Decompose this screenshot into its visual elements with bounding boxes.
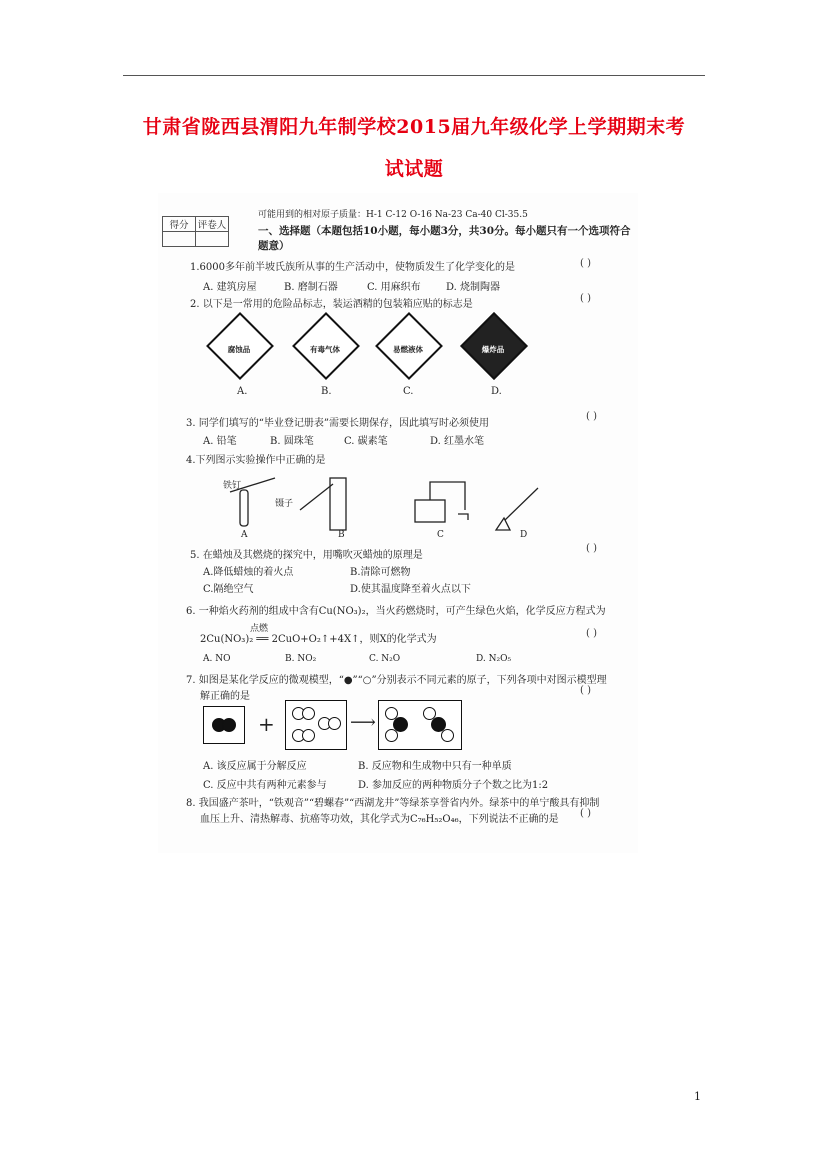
q7-stem: 7. 如图是某化学反应的微观模型，“●”“○”分别表示不同元素的原子，下列各项中对图示模型理 [186, 675, 607, 686]
q5-option-a: A.降低蜡烛的着火点 [203, 567, 294, 578]
q4-option-d: D [520, 530, 528, 540]
q2-option-a: A. [237, 386, 248, 397]
score-label: 得分 [163, 217, 196, 232]
q5-stem: 5. 在蜡烛及其燃烧的探究中，用嘴吹灭蜡烛的原理是 [190, 550, 423, 561]
q1-option-a: A. 建筑房屋 [203, 282, 257, 293]
q2-option-c: C. [403, 386, 414, 397]
q5-answer: ( ) [586, 543, 597, 554]
q7-answer: ( ) [580, 685, 591, 696]
q4-label-iron-nail: 铁钉 [223, 481, 242, 491]
q2-option-b: B. [321, 386, 332, 397]
q8-answer: ( ) [580, 808, 591, 819]
q8-stem: 8. 我国盛产茶叶，“铁观音”“碧螺春”“西湖龙井”等绿茶享誉省内外。绿茶中的单宁酸具有抑制 [186, 798, 600, 809]
q2-option-d: D. [491, 386, 502, 397]
q7-option-a: A. 该反应属于分解反应 [203, 761, 307, 772]
q3-option-b: B. 圆珠笔 [270, 436, 314, 447]
grader-label: 评卷人 [196, 217, 229, 232]
q2-answer: ( ) [580, 293, 591, 304]
score-table [162, 216, 229, 247]
q5-option-c: C.隔绝空气 [203, 584, 254, 595]
q1-stem: 1.6000多年前半坡氏族所从事的生产活动中，使物质发生了化学变化的是 [190, 262, 515, 273]
corrosive-sign: 腐蚀品 [204, 316, 274, 382]
q6-answer: ( ) [586, 628, 597, 639]
plus-icon: + [258, 712, 275, 736]
q7-stem-cont: 解正确的是 [200, 691, 250, 702]
q3-stem: 3. 同学们填写的“毕业登记册表”需要长期保存，因此填写时必须使用 [186, 418, 489, 429]
q4-option-a: A [241, 530, 248, 540]
q6-condition: 点燃 [250, 624, 269, 634]
q1-option-c: C. 用麻织布 [367, 282, 421, 293]
q1-answer: ( ) [580, 258, 591, 269]
q1-option-b: B. 磨制石器 [284, 282, 338, 293]
header-rule [123, 75, 705, 76]
q6-stem: 6. 一种焰火药剂的组成中含有Cu(NO₃)₂，当火药燃烧时，可产生绿色火焰，化学反应方程式为 [186, 606, 606, 617]
reactant-box-1 [203, 706, 245, 744]
q8-stem-cont: 血压上升、清热解毒、抗癌等功效，其化学式为C₇₆H₅₂O₄₆，下列说法不正确的是 [200, 814, 559, 825]
q3-option-c: C. 碳素笔 [344, 436, 388, 447]
q4-option-c: C [437, 530, 444, 540]
flammable-liquid-sign: 易燃液体 [373, 316, 443, 382]
q6-option-d: D. N₂O₅ [476, 654, 512, 664]
q3-option-a: A. 铅笔 [203, 436, 237, 447]
q6-option-a: A. NO [203, 654, 231, 664]
q4-stem: 4.下列图示实验操作中正确的是 [186, 455, 326, 466]
q2-stem: 2. 以下是一常用的危险品标志，装运酒精的包装箱应贴的标志是 [190, 299, 473, 310]
q5-option-d: D.使其温度降至着火点以下 [350, 584, 471, 595]
q6-option-b: B. NO₂ [285, 654, 317, 664]
arrow-right-icon: ⟶ [350, 712, 376, 733]
toxic-gas-sign: 有毒气体 [290, 316, 360, 382]
q7-option-d: D. 参加反应的两种物质分子个数之比为1:2 [358, 780, 549, 791]
q1-option-d: D. 烧制陶器 [446, 282, 501, 293]
q6-option-c: C. N₂O [369, 654, 401, 664]
q6-equation: 2Cu(NO₃)₂ ══ 2CuO+O₂↑+4X↑，则X的化学式为 [200, 634, 437, 645]
reactant-box-2 [285, 700, 347, 750]
document-title: 甘肃省陇西县渭阳九年制学校2015届九年级化学上学期期末考 [142, 116, 686, 138]
q3-option-d: D. 红墨水笔 [430, 436, 485, 447]
q4-label-tweezers: 镊子 [275, 499, 294, 509]
product-box [378, 700, 462, 750]
document-title-cont: 试试题 [384, 158, 444, 180]
page-number: 1 [694, 1090, 701, 1103]
explosive-sign: 爆炸品 [458, 316, 528, 382]
q4-apparatus-figure [200, 470, 570, 542]
q5-option-b: B.清除可燃物 [350, 567, 411, 578]
section1-heading-cont: 题意） [258, 240, 290, 252]
section1-heading: 一、选择题（本题包括10小题，每小题3分，共30分。每小题只有一个选项符合 [258, 225, 631, 237]
atomic-masses: 可能用到的相对原子质量：H-1 C-12 O-16 Na-23 Ca-40 Cl-35.5 [258, 210, 528, 220]
q4-option-b: B [338, 530, 345, 540]
q7-option-b: B. 反应物和生成物中只有一种单质 [358, 761, 512, 772]
q3-answer: ( ) [586, 411, 597, 422]
q7-option-c: C. 反应中共有两种元素参与 [203, 780, 327, 791]
